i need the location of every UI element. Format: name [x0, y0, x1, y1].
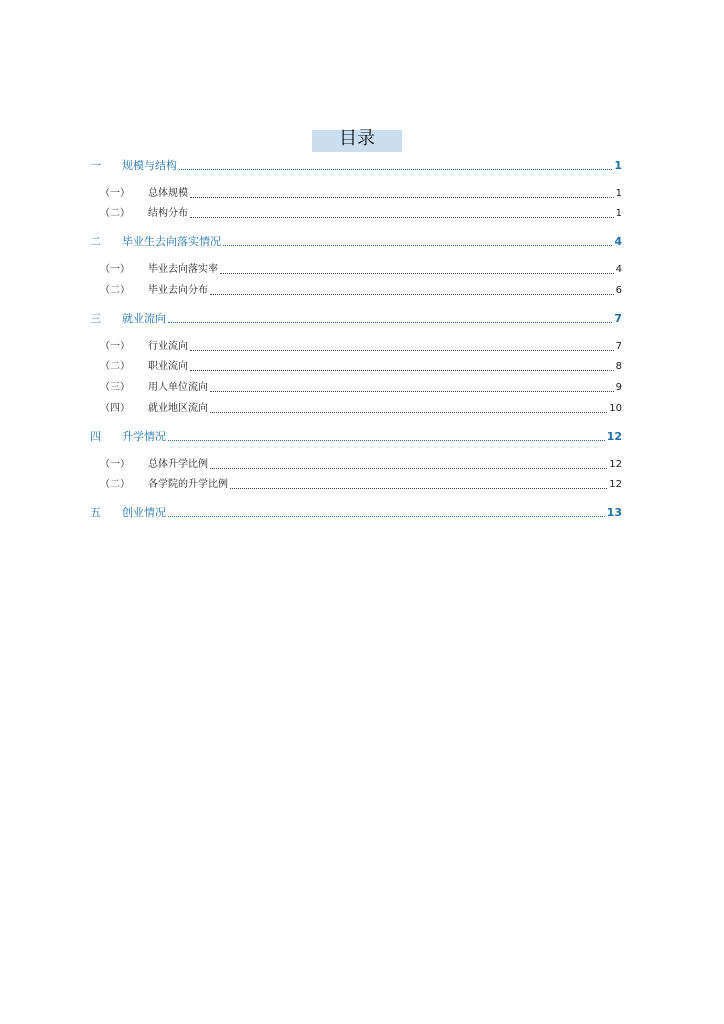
- toc-entry-page: 9: [615, 382, 622, 393]
- toc-entry-number: （二）: [100, 208, 130, 219]
- toc-entry-label: 毕业去向分布: [148, 285, 208, 296]
- dot-leader: [210, 467, 607, 469]
- toc-entry-5[interactable]: [90, 506, 622, 520]
- dot-leader: [210, 293, 614, 295]
- toc-entry-3-3[interactable]: [90, 381, 622, 395]
- toc-entry-label: 毕业生去向落实情况: [122, 235, 221, 248]
- toc-entry-number: 四: [90, 430, 101, 443]
- toc-entry-label: 就业地区流向: [148, 403, 208, 414]
- toc-entry-page: 7: [614, 312, 622, 325]
- toc-entry-label: 结构分布: [148, 208, 188, 219]
- dot-leader: [220, 272, 614, 274]
- toc-entry-label: 用人单位流向: [148, 382, 208, 393]
- dot-leader: [168, 515, 605, 517]
- toc-entry-number: （一）: [100, 188, 130, 199]
- toc-entry-number: （四）: [100, 403, 130, 414]
- dot-leader: [190, 196, 614, 198]
- toc-entry-number: 一: [90, 159, 101, 172]
- toc-entry-label: 职业流向: [148, 361, 188, 372]
- dot-leader: [230, 487, 607, 489]
- toc-entry-number: （一）: [100, 341, 130, 352]
- toc-entry-page: 12: [609, 459, 622, 470]
- toc-entry-page: 1: [615, 208, 622, 219]
- toc-entry-2-1[interactable]: [90, 263, 622, 277]
- toc-entry-3-2[interactable]: [90, 360, 622, 374]
- toc-entry-page: 4: [615, 264, 622, 275]
- toc-entry-3-1[interactable]: [90, 340, 622, 354]
- toc-entry-label: 就业流向: [122, 312, 166, 325]
- toc-entry-number: （一）: [100, 459, 130, 470]
- toc-entry-label: 总体规模: [148, 188, 188, 199]
- toc-entry-page: 1: [614, 159, 622, 172]
- dot-leader: [190, 369, 614, 371]
- toc-entry-4-1[interactable]: [90, 458, 622, 472]
- toc-entry-1-1[interactable]: [90, 187, 622, 201]
- toc-entry-number: （二）: [100, 479, 130, 490]
- toc-title: 目录: [339, 128, 375, 149]
- toc-entry-page: 12: [609, 479, 622, 490]
- toc-entry-number: （二）: [100, 361, 130, 372]
- toc-entry-4-2[interactable]: [90, 478, 622, 492]
- dot-leader: [168, 439, 605, 441]
- toc-entry-label: 毕业去向落实率: [148, 264, 218, 275]
- toc-entry-label: 规模与结构: [122, 159, 177, 172]
- toc-entry-page: 13: [606, 506, 622, 519]
- toc-entry-page: 4: [614, 235, 622, 248]
- toc-entry-number: （三）: [100, 382, 130, 393]
- toc-entry-page: 8: [615, 361, 622, 372]
- toc-entry-3[interactable]: [90, 312, 622, 326]
- toc-entry-page: 10: [609, 403, 622, 414]
- toc-entry-number: 二: [90, 235, 101, 248]
- toc-entry-1[interactable]: [90, 159, 622, 173]
- toc-entry-3-4[interactable]: [90, 402, 622, 416]
- toc-entry-4[interactable]: [90, 430, 622, 444]
- toc-title-highlight: [312, 130, 402, 152]
- toc-entry-label: 各学院的升学比例: [148, 479, 228, 490]
- toc-entry-page: 6: [615, 285, 622, 296]
- dot-leader: [210, 390, 614, 392]
- toc-entry-label: 行业流向: [148, 341, 188, 352]
- toc-entry-1-2[interactable]: [90, 207, 622, 221]
- dot-leader: [210, 411, 607, 413]
- toc-entry-number: （一）: [100, 264, 130, 275]
- toc-entry-2-2[interactable]: [90, 284, 622, 298]
- toc-entry-page: 1: [615, 188, 622, 199]
- dot-leader: [179, 168, 612, 170]
- toc-entry-label: 创业情况: [122, 506, 166, 519]
- toc-entry-number: 五: [90, 506, 101, 519]
- toc-entry-page: 12: [606, 430, 622, 443]
- dot-leader: [168, 321, 612, 323]
- toc-entry-page: 7: [615, 341, 622, 352]
- toc-entry-2[interactable]: [90, 235, 622, 249]
- toc-entry-label: 升学情况: [122, 430, 166, 443]
- toc-entry-number: （二）: [100, 285, 130, 296]
- toc-entry-number: 三: [90, 312, 101, 325]
- toc-entry-label: 总体升学比例: [148, 459, 208, 470]
- dot-leader: [190, 216, 614, 218]
- dot-leader: [190, 349, 614, 351]
- dot-leader: [223, 244, 612, 246]
